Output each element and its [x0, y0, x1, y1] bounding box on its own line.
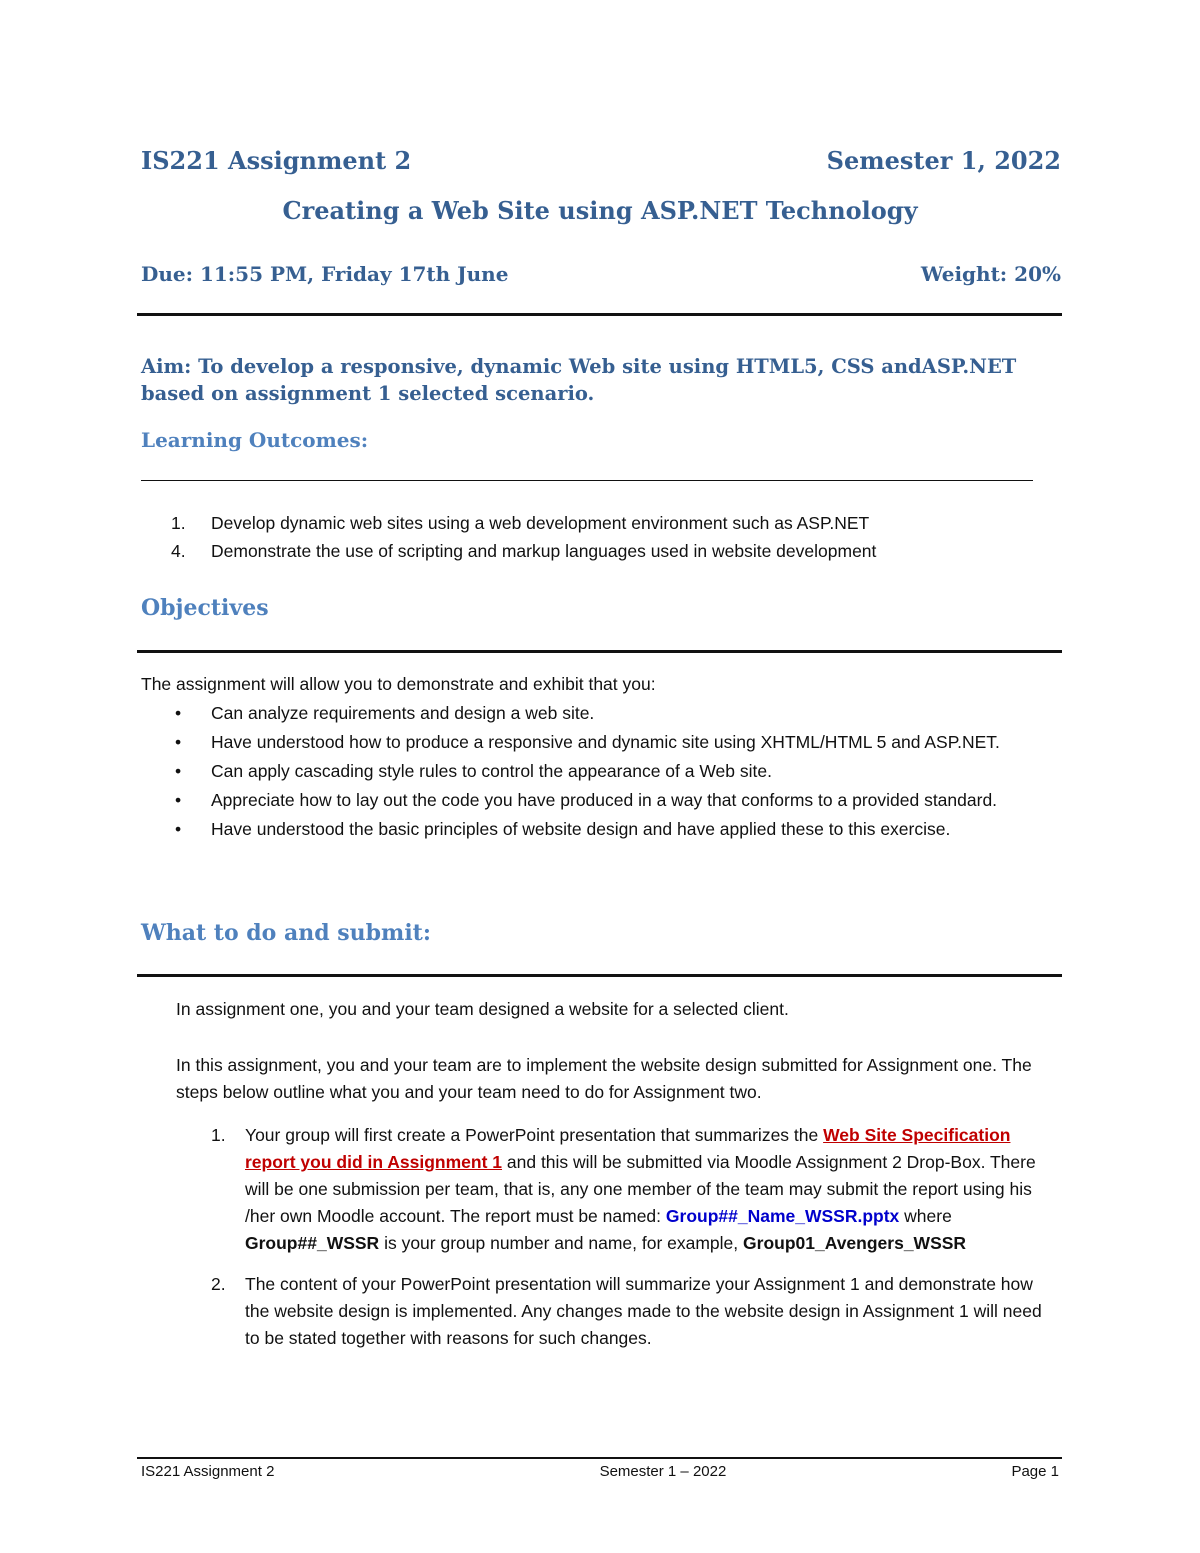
item-number: 2. — [211, 1274, 226, 1294]
list-item — [141, 537, 1061, 565]
submit-paragraph-2: In this assignment, you and your team are to implement the website design submitted for Assignment one. The steps below outline what you and your team need to do for Assignment two. — [176, 1055, 1032, 1102]
learning-outcomes-heading: Learning Outcomes: — [141, 428, 369, 452]
bullet-icon: • — [175, 761, 182, 781]
step2-text: The content of your PowerPoint presentation will summarize your Assignment 1 and demonstrate how the website design is implemented. Any changes made to the website design in Assignment 1 will need to be stated together with reasons for such changes. — [245, 1274, 1042, 1348]
list-item — [141, 787, 1061, 814]
objectives-list — [141, 700, 1061, 845]
weight-label: Weight: 20% — [920, 262, 1061, 286]
document-title: Creating a Web Site using ASP.NET Technology — [282, 196, 918, 225]
item-number: 1. — [211, 1125, 226, 1145]
submit-divider — [137, 974, 1062, 977]
submit-steps — [176, 1122, 1061, 1352]
submit-paragraph-1: In assignment one, you and your team designed a website for a selected client. — [176, 999, 789, 1019]
list-item — [176, 1271, 1061, 1352]
list-item — [141, 816, 1061, 843]
header-row — [141, 146, 1061, 175]
item-text: Develop dynamic web sites using a web development environment such as ASP.NET — [211, 513, 870, 533]
footer-center: Semester 1 – 2022 — [599, 1463, 727, 1480]
step1-text-b: and this will be submitted via Moodle Assignment 2 Drop-Box. There will be one submission per team, that is, any one member of the team may submit the report using his /her own Moodle account. The report must be named: — [245, 1152, 1036, 1226]
footer-divider — [137, 1457, 1062, 1459]
spec-report-link[interactable]: Web Site Specification report you did in Assignment 1 — [245, 1125, 1011, 1172]
item-text: Appreciate how to lay out the code you have produced in a way that conforms to a provided standard. — [211, 790, 998, 810]
filename-example: Group##_Name_WSSR.pptx — [665, 1206, 900, 1226]
submit-heading: What to do and submit: — [141, 920, 431, 946]
item-text: Can apply cascading style rules to control the appearance of a Web site. — [211, 761, 772, 781]
due-date: Due: 11:55 PM, Friday 17th June — [141, 262, 509, 286]
due-row — [141, 262, 1061, 286]
item-text: Have understood how to produce a responsive and dynamic site using XHTML/HTML 5 and ASP.NET. — [211, 732, 1000, 752]
group-pattern: Group##_WSSR — [245, 1233, 380, 1253]
item-text: Demonstrate the use of scripting and markup languages used in website development — [211, 541, 877, 561]
list-item — [141, 758, 1061, 785]
list-item — [141, 700, 1061, 727]
semester-label: Semester 1, 2022 — [826, 146, 1061, 175]
bullet-icon: • — [175, 703, 182, 723]
step1-text-c: where — [899, 1206, 952, 1226]
page-number: Page 1 — [1011, 1463, 1059, 1480]
header-divider — [137, 313, 1062, 316]
list-item — [176, 1122, 1061, 1257]
item-number: 4. — [171, 541, 186, 561]
step1-text-a: Your group will first create a PowerPoint presentation that summarizes the — [245, 1125, 824, 1145]
bullet-icon: • — [175, 732, 182, 752]
aim-text — [141, 353, 1061, 407]
bullet-icon: • — [175, 819, 182, 839]
step1-text-d: is your group number and name, for example, — [379, 1233, 744, 1253]
aim-line-2: based on assignment 1 selected scenario. — [141, 382, 595, 405]
objectives-divider — [137, 650, 1062, 653]
list-item — [141, 729, 1061, 756]
item-text: Have understood the basic principles of website design and have applied these to this exercise. — [211, 819, 951, 839]
item-number: 1. — [171, 513, 186, 533]
learning-outcomes-rule — [141, 480, 1033, 481]
objectives-heading: Objectives — [141, 595, 269, 621]
objectives-intro: The assignment will allow you to demonstrate and exhibit that you: — [141, 674, 656, 694]
group-example: Group01_Avengers_WSSR — [743, 1233, 967, 1253]
footer-left: IS221 Assignment 2 — [141, 1463, 275, 1480]
aim-line-1: Aim: To develop a responsive, dynamic Web site using HTML5, CSS andASP.NET — [141, 355, 1017, 378]
list-item — [141, 509, 1061, 537]
page-footer — [141, 1463, 1059, 1480]
course-title: IS221 Assignment 2 — [141, 146, 412, 175]
item-text: Can analyze requirements and design a web site. — [211, 703, 595, 723]
bullet-icon: • — [175, 790, 182, 810]
learning-outcomes-list — [141, 509, 1061, 565]
